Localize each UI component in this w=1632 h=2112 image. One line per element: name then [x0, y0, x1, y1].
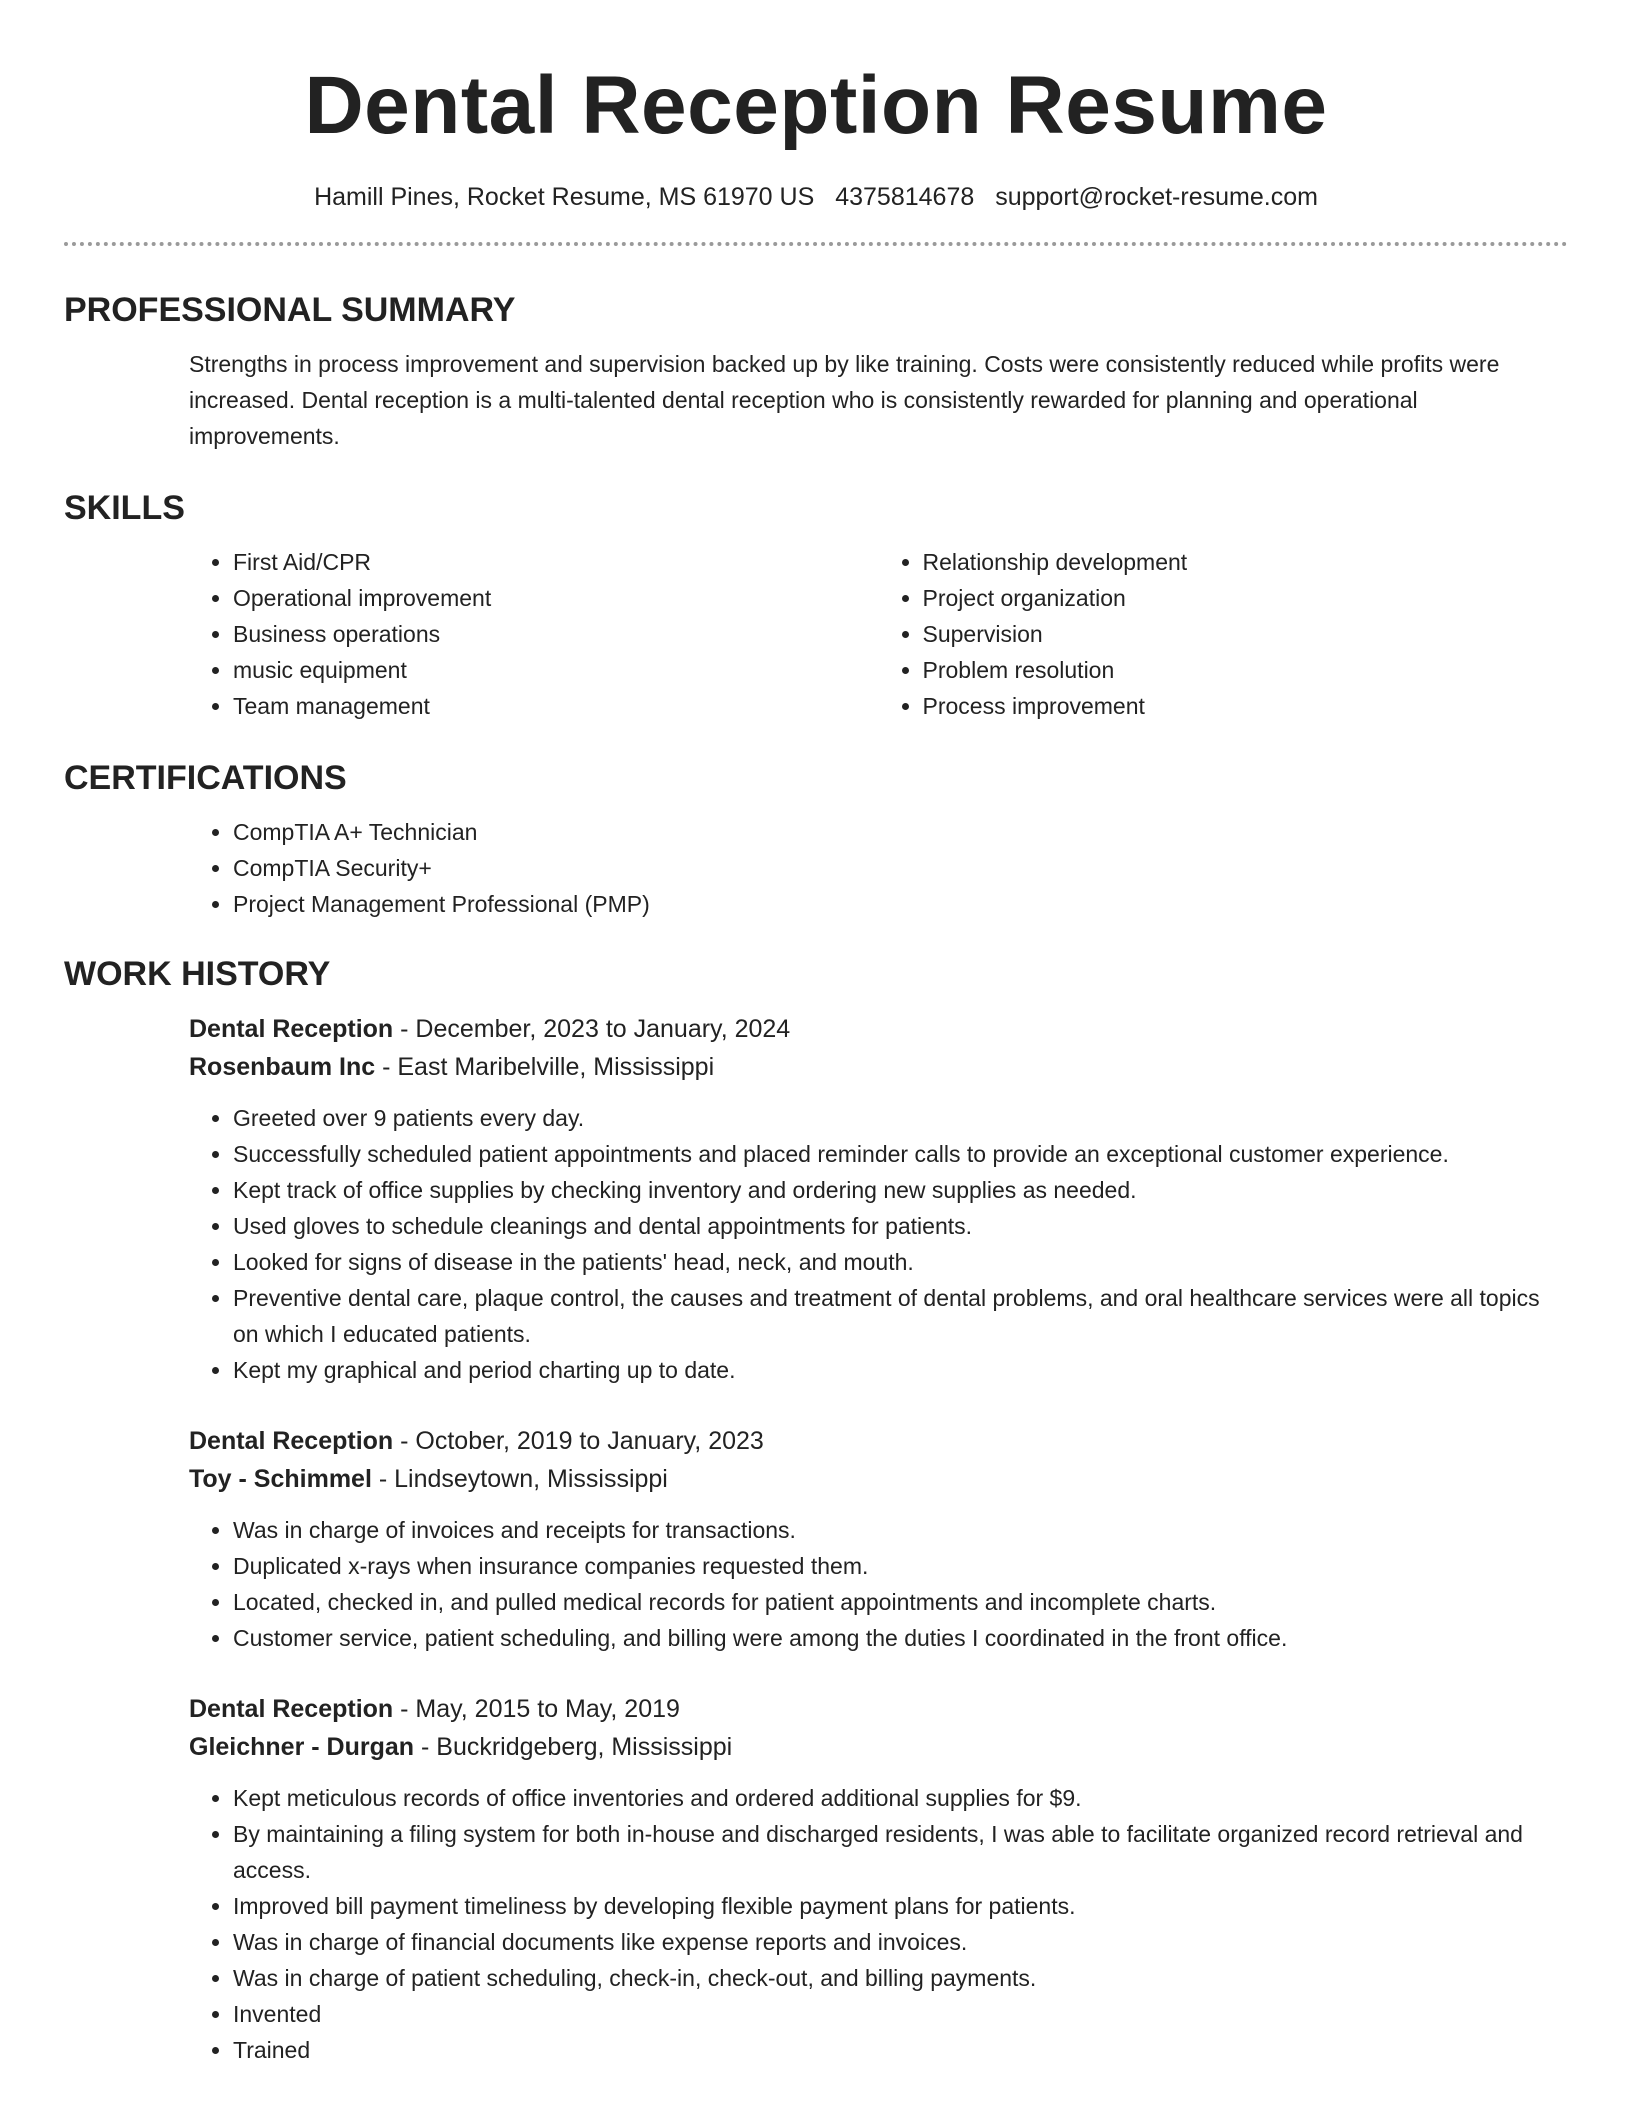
job-duty: • Was in charge of financial documents like expense reports and invoices. [233, 1924, 1568, 1960]
section-heading-certifications: CERTIFICATIONS [64, 759, 347, 797]
contact-email: support@rocket-resume.com [995, 183, 1318, 211]
certifications-section [64, 756, 1568, 922]
contact-line [64, 180, 1568, 214]
skill-item: • music equipment [233, 652, 879, 688]
job-duties-list [189, 1780, 1568, 2068]
job-duty: • Improved bill payment timeliness by developing flexible payment plans for patients. [233, 1888, 1568, 1924]
job-duty: • Greeted over 9 patients every day. [233, 1100, 1568, 1136]
skill-item: • Relationship development [923, 544, 1569, 580]
resume-title: Dental Reception Resume [304, 60, 1328, 151]
skills-section [64, 486, 1568, 724]
section-heading-work-history: WORK HISTORY [64, 955, 331, 993]
job-company-line [189, 1728, 1568, 1766]
job-location: - East Maribelville, Mississippi [375, 1053, 715, 1081]
section-heading-skills: SKILLS [64, 489, 185, 527]
job-duty: • Duplicated x-rays when insurance companies requested them. [233, 1548, 1568, 1584]
job-company: Rosenbaum Inc [189, 1053, 376, 1081]
job-duty: • Looked for signs of disease in the patients' head, neck, and mouth. [233, 1244, 1568, 1280]
job-duty: • Customer service, patient scheduling, and billing were among the duties I coordinated in the front office. [233, 1620, 1568, 1656]
skill-item: • Problem resolution [923, 652, 1569, 688]
summary-text: Strengths in process improvement and supervision backed up by like training. Costs were consistently reduced while profits were increased. Dental reception is a multi-talented dental reception who is consistently rewarded for planning and operational improvements. [189, 351, 1500, 449]
job-duty: • Kept meticulous records of office inventories and ordered additional supplies for $9. [233, 1780, 1568, 1816]
job-duty: • Located, checked in, and pulled medical records for patient appointments and incomplete charts. [233, 1584, 1568, 1620]
job-company-line [189, 1460, 1568, 1498]
skills-list-right [879, 544, 1569, 724]
summary-section [64, 288, 1568, 454]
contact-phone: 4375814678 [835, 183, 975, 211]
certifications-list [189, 814, 1568, 922]
skill-item: • Business operations [233, 616, 879, 652]
skill-item: • Project organization [923, 580, 1569, 616]
job-duty: • Was in charge of patient scheduling, check-in, check-out, and billing payments. [233, 1960, 1568, 1996]
skills-list-left [189, 544, 879, 724]
job-duty: • Preventive dental care, plaque control, the causes and treatment of dental problems, and oral healthcare services were all topics on which I educated patients. [233, 1280, 1568, 1352]
header-divider [64, 242, 1568, 246]
job-title: Dental Reception [189, 1695, 394, 1723]
skill-item: • Operational improvement [233, 580, 879, 616]
job-duty: • Successfully scheduled patient appointments and placed reminder calls to provide an exceptional customer experience. [233, 1136, 1568, 1172]
contact-address: Hamill Pines, Rocket Resume, MS 61970 US [314, 183, 815, 211]
job-duties-list [189, 1100, 1568, 1388]
job-location: - Lindseytown, Mississippi [371, 1465, 668, 1493]
certification-item: • CompTIA Security+ [233, 850, 1568, 886]
job-company: Toy - Schimmel [189, 1465, 372, 1493]
work-history-section [64, 952, 1568, 2068]
job-dates: - May, 2015 to May, 2019 [393, 1695, 680, 1723]
skill-item: • Supervision [923, 616, 1569, 652]
job-dates: - December, 2023 to January, 2024 [393, 1015, 791, 1043]
job-title-line [189, 1010, 1568, 1048]
job-title: Dental Reception [189, 1015, 394, 1043]
section-heading-summary: PROFESSIONAL SUMMARY [64, 291, 516, 329]
job-duty: • Invented [233, 1996, 1568, 2032]
skill-item: • Process improvement [923, 688, 1569, 724]
job-entry [189, 1422, 1568, 1656]
certification-item: • CompTIA A+ Technician [233, 814, 1568, 850]
job-title: Dental Reception [189, 1427, 394, 1455]
job-company: Gleichner - Durgan [189, 1733, 415, 1761]
job-entry [189, 1010, 1568, 1388]
job-title-line [189, 1422, 1568, 1460]
job-duty: • Kept my graphical and period charting up to date. [233, 1352, 1568, 1388]
job-location: - Buckridgeberg, Mississippi [414, 1733, 733, 1761]
job-duty: • Used gloves to schedule cleanings and dental appointments for patients. [233, 1208, 1568, 1244]
certification-item: • Project Management Professional (PMP) [233, 886, 1568, 922]
job-duty: • By maintaining a filing system for both in-house and discharged residents, I was able to facilitate organized record retrieval and access. [233, 1816, 1568, 1888]
job-title-line [189, 1690, 1568, 1728]
job-dates: - October, 2019 to January, 2023 [393, 1427, 764, 1455]
skill-item: • Team management [233, 688, 879, 724]
job-company-line [189, 1048, 1568, 1086]
job-entry [189, 1690, 1568, 2068]
job-duties-list [189, 1512, 1568, 1656]
skill-item: • First Aid/CPR [233, 544, 879, 580]
job-duty: • Kept track of office supplies by checking inventory and ordering new supplies as needed. [233, 1172, 1568, 1208]
job-duty: • Trained [233, 2032, 1568, 2068]
job-duty: • Was in charge of invoices and receipts for transactions. [233, 1512, 1568, 1548]
